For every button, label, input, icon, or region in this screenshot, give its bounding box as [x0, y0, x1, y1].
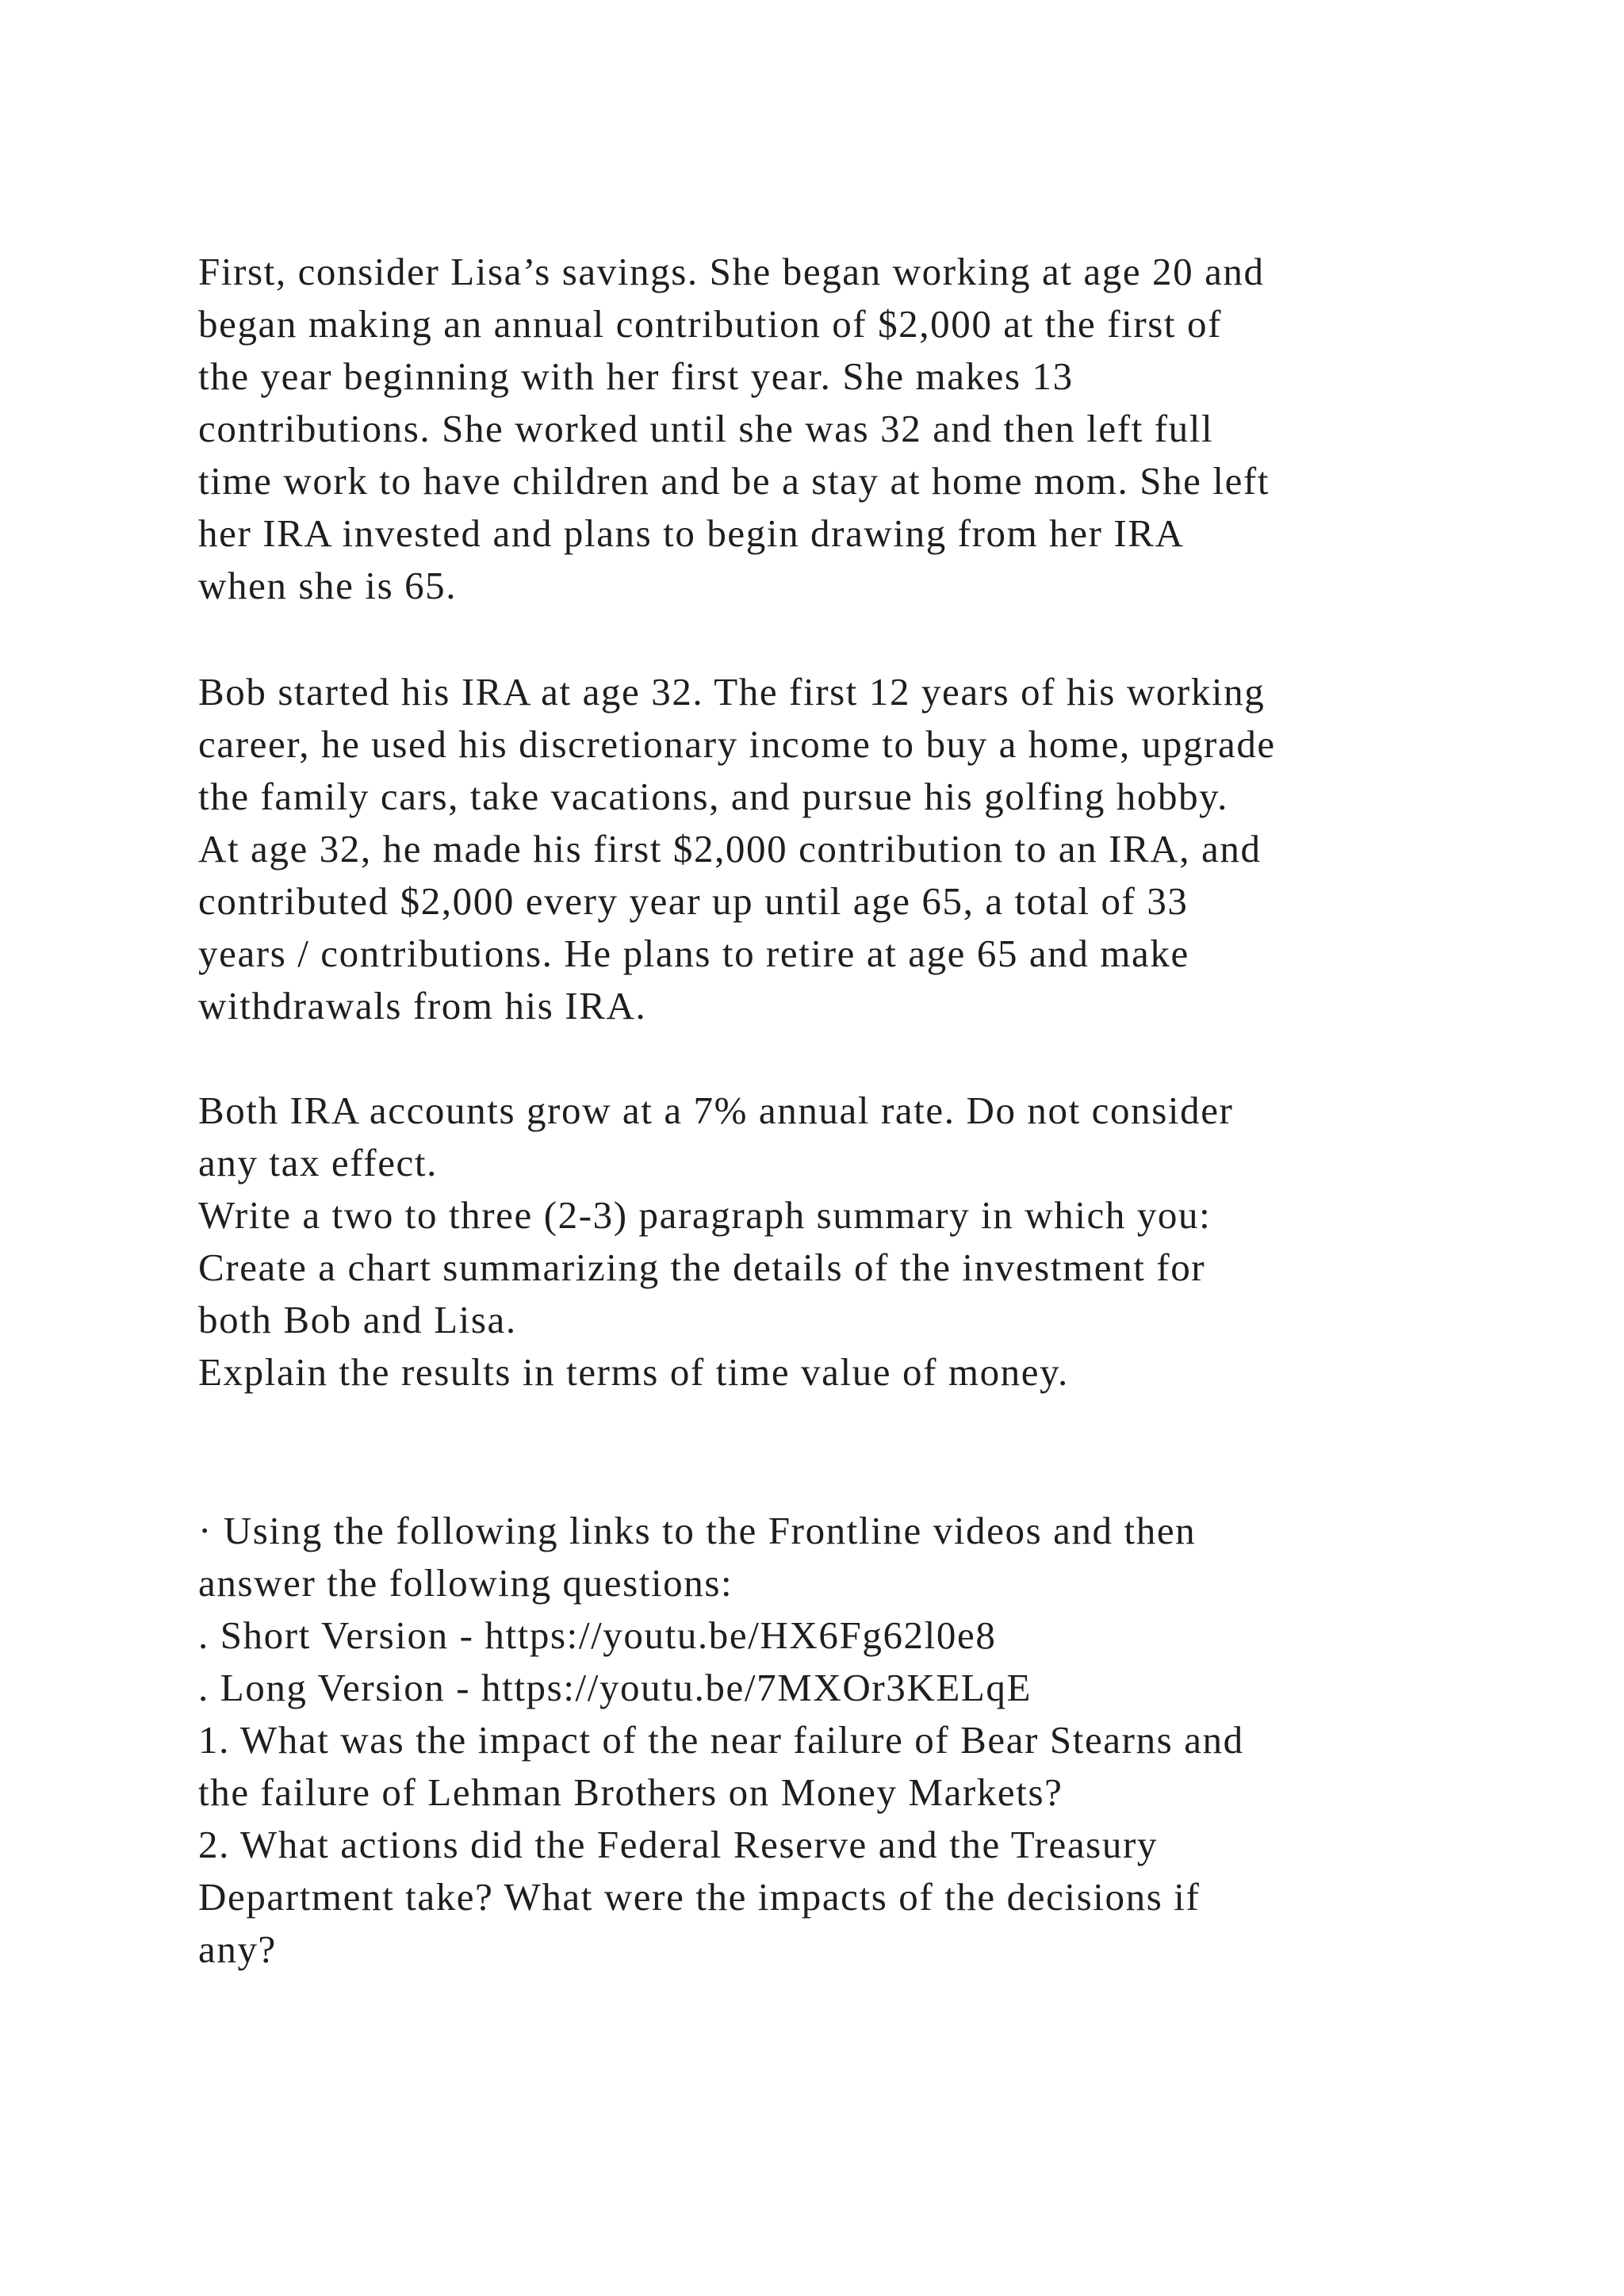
text-line: both Bob and Lisa. [198, 1298, 517, 1341]
question-1: 1. What was the impact of the near failure of Bear Stearns and [198, 1718, 1244, 1762]
question-2-continued: Department take? What were the impacts of the decisions if [198, 1875, 1201, 1919]
text-line: Explain the results in terms of time value of money. [198, 1350, 1069, 1394]
text-line: Bob started his IRA at age 32. The first 12 years of his working [198, 670, 1266, 714]
paragraph-lisa-savings [198, 246, 1507, 612]
text-line: answer the following questions: [198, 1561, 733, 1605]
link-long-version: . Long Version - https://youtu.be/7MXOr3KELqE [198, 1666, 1032, 1709]
text-line: the family cars, take vacations, and pursue his golfing hobby. [198, 775, 1228, 818]
text-line: time work to have children and be a stay at home mom. She left [198, 459, 1270, 503]
text-line: At age 32, he made his first $2,000 contribution to an IRA, and [198, 827, 1262, 871]
text-line: Write a two to three (2-3) paragraph summary in which you: [198, 1193, 1212, 1237]
paragraph-bob-ira [198, 666, 1507, 1032]
text-line: · Using the following links to the Frontline videos and then [198, 1509, 1197, 1552]
text-line: Create a chart summarizing the details of the investment for [198, 1246, 1206, 1289]
text-line: Both IRA accounts grow at a 7% annual rate. Do not consider [198, 1089, 1234, 1132]
text-line: contributions. She worked until she was 32 and then left full [198, 407, 1214, 450]
text-line: her IRA invested and plans to begin drawing from her IRA [198, 511, 1185, 555]
text-line: career, he used his discretionary income to buy a home, upgrade [198, 722, 1276, 766]
paragraph-ira-instructions [198, 1085, 1507, 1399]
text-line: when she is 65. [198, 564, 458, 607]
text-line: began making an annual contribution of $2,000 at the first of [198, 302, 1222, 346]
text-line: the year beginning with her first year. She makes 13 [198, 354, 1074, 398]
question-2-continued: any? [198, 1927, 277, 1971]
text-line: any tax effect. [198, 1141, 438, 1184]
link-short-version: . Short Version - https://youtu.be/HX6Fg62l0e8 [198, 1613, 997, 1657]
question-2: 2. What actions did the Federal Reserve and the Treasury [198, 1823, 1158, 1866]
text-line: First, consider Lisa’s savings. She began working at age 20 and [198, 250, 1265, 293]
question-1-continued: the failure of Lehman Brothers on Money Markets? [198, 1770, 1063, 1814]
paragraph-frontline-questions [198, 1505, 1507, 1976]
text-line: withdrawals from his IRA. [198, 984, 647, 1027]
text-line: years / contributions. He plans to retire at age 65 and make [198, 932, 1189, 975]
text-line: contributed $2,000 every year up until age 65, a total of 33 [198, 879, 1189, 923]
